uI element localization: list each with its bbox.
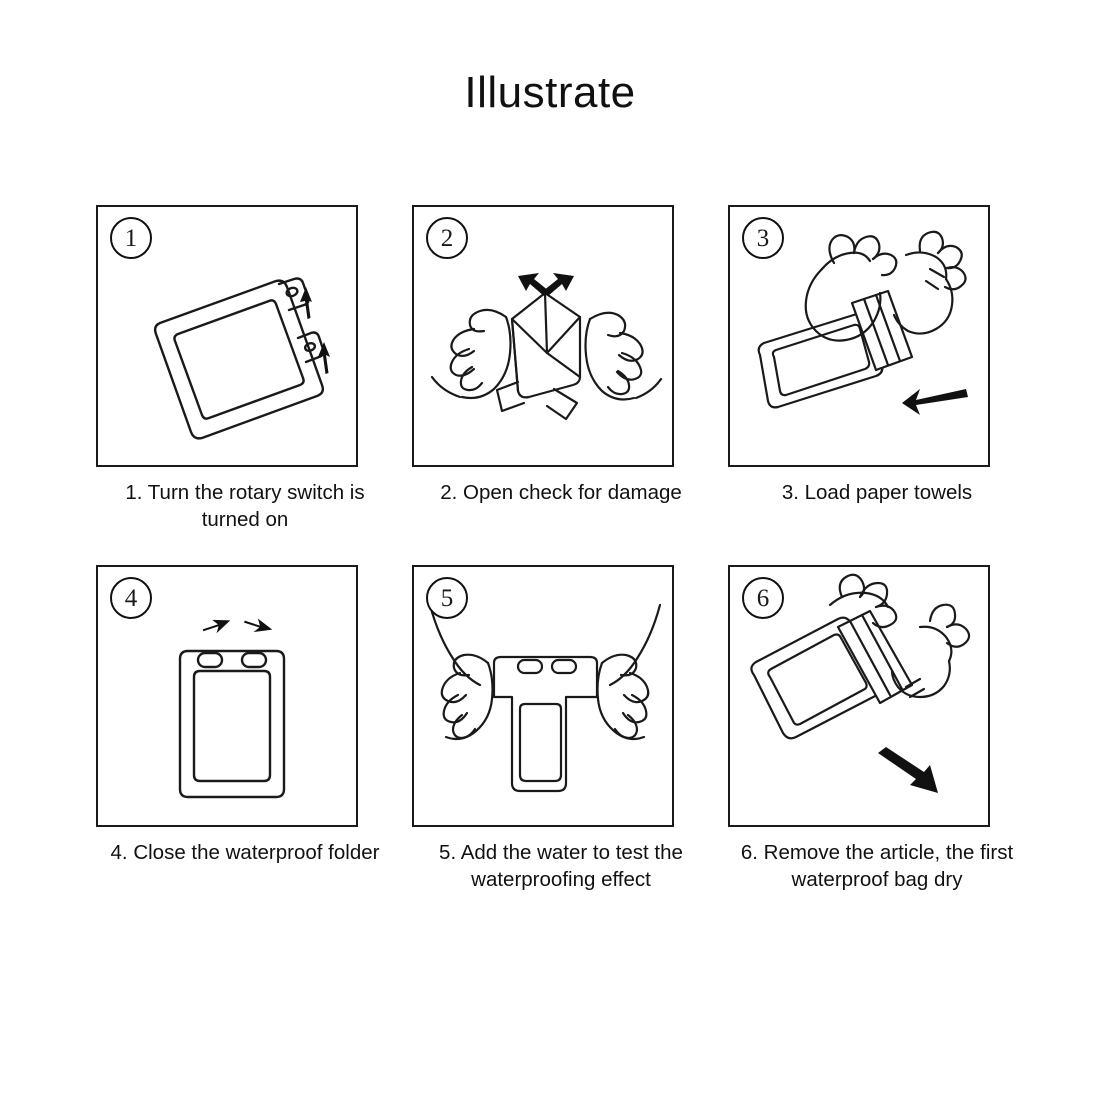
step-caption-2: 2. Open check for damage [440,481,682,504]
step-panel-6 [728,565,990,827]
step-panel-1 [96,205,358,467]
step-cell-5 [398,565,714,893]
step-cell-3 [714,205,1030,533]
step-caption-4: 4. Close the waterproof folder [110,841,380,865]
step-cell-6 [714,565,1030,893]
step-number-badge-5: 5 [426,577,468,619]
step-cell-4 [82,565,398,893]
step-number-badge-4: 4 [110,577,152,619]
step-number-badge-6: 6 [742,577,784,619]
step-caption-3: 3. Load paper towels [781,481,973,504]
step-number-badge-3: 3 [742,217,784,259]
step-panel-4 [96,565,358,827]
step-caption-6: 6. Remove the article, the first waterproof bag dry [740,841,1014,892]
step-cell-2 [398,205,714,533]
step-cell-1 [82,205,398,533]
step-caption-1: 1. Turn the rotary switch is turned on [125,481,365,532]
step-panel-3 [728,205,990,467]
step-panel-5 [412,565,674,827]
step-caption-5: 5. Add the water to test the waterproofing effect [439,841,683,892]
step-number-badge-2: 2 [426,217,468,259]
step-number-badge-1: 1 [110,217,152,259]
steps-grid [82,205,1032,925]
page-title: Illustrate [464,68,636,117]
step-panel-2 [412,205,674,467]
